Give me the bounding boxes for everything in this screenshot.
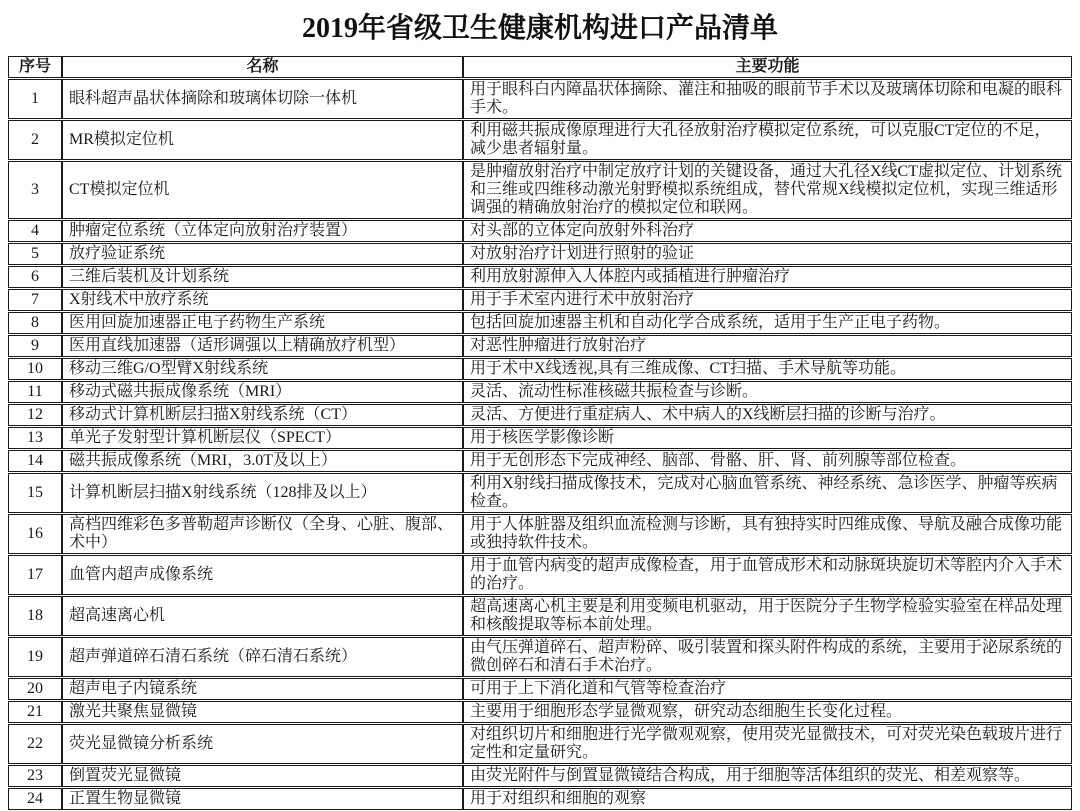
product-function-cell: 用于术中X线透视,具有三维成像、CT扫描、手术导航等功能。 [463, 358, 1072, 380]
row-number-cell: 24 [8, 788, 62, 810]
product-name-cell: 倒置荧光显微镜 [62, 765, 463, 787]
table-row [8, 358, 1072, 380]
header-cell-main-function: 主要功能 [463, 56, 1072, 78]
table-row [8, 266, 1072, 288]
row-number-cell: 21 [8, 701, 62, 723]
header-cell-name: 名称 [62, 56, 463, 78]
product-name-cell: 激光共聚焦显微镜 [62, 701, 463, 723]
product-name-cell: 移动式磁共振成像系统（MRI） [62, 381, 463, 403]
product-function-cell: 对组织切片和细胞进行光学微观观察，使用荧光显微技术，可对荧光染色载玻片进行定性和定量研究。 [463, 724, 1072, 764]
product-function-cell: 包括回旋加速器主机和自动化学合成系统，适用于生产正电子药物。 [463, 312, 1072, 334]
product-name-cell: 正置生物显微镜 [62, 788, 463, 810]
product-name-cell: MR模拟定位机 [62, 120, 463, 160]
row-number-cell: 15 [8, 473, 62, 513]
product-name-cell: 血管内超声成像系统 [62, 555, 463, 595]
product-name-cell: 移动三维G/O型臂X射线系统 [62, 358, 463, 380]
table-row [8, 120, 1072, 160]
product-name-cell: 计算机断层扫描X射线系统（128排及以上） [62, 473, 463, 513]
row-number-cell: 17 [8, 555, 62, 595]
table-row [8, 765, 1072, 787]
product-name-cell: 超声电子内镜系统 [62, 678, 463, 700]
table-row [8, 701, 1072, 723]
row-number-cell: 6 [8, 266, 62, 288]
product-function-cell: 对恶性肿瘤进行放射治疗 [463, 335, 1072, 357]
row-number-cell: 3 [8, 161, 62, 219]
product-function-cell: 利用放射源伸入人体腔内或插植进行肿瘤治疗 [463, 266, 1072, 288]
product-function-cell: 是肿瘤放射治疗中制定放疗计划的关键设备，通过大孔径X线CT虚拟定位、计划系统和三维或四维移动激光射野模拟系统组成，替代常规X线模拟定位机，实现三维适形调强的精确放射治疗的模拟定位和联网。 [463, 161, 1072, 219]
table-header [8, 56, 1072, 78]
product-name-cell: 荧光显微镜分析系统 [62, 724, 463, 764]
row-number-cell: 19 [8, 637, 62, 677]
table-row [8, 678, 1072, 700]
product-name-cell: 移动式计算机断层扫描X射线系统（CT） [62, 404, 463, 426]
product-name-cell: CT模拟定位机 [62, 161, 463, 219]
row-number-cell: 14 [8, 450, 62, 472]
product-function-cell: 用于对组织和细胞的观察 [463, 788, 1072, 810]
product-function-cell: 利用磁共振成像原理进行大孔径放射治疗模拟定位系统，可以克服CT定位的不足，减少患者辐射量。 [463, 120, 1072, 160]
row-number-cell: 2 [8, 120, 62, 160]
row-number-cell: 22 [8, 724, 62, 764]
table-row [8, 514, 1072, 554]
product-name-cell: 高档四维彩色多普勒超声诊断仪（全身、心脏、腹部、术中） [62, 514, 463, 554]
table-row [8, 312, 1072, 334]
table-row [8, 473, 1072, 513]
product-function-cell: 主要用于细胞形态学显微观察，研究动态细胞生长变化过程。 [463, 701, 1072, 723]
row-number-cell: 5 [8, 243, 62, 265]
table-row [8, 289, 1072, 311]
product-name-cell: 医用直线加速器（适形调强以上精确放疗机型） [62, 335, 463, 357]
table-body [8, 79, 1072, 810]
table-row [8, 79, 1072, 119]
product-function-cell: 由气压弹道碎石、超声粉碎、吸引装置和探头附件构成的系统，主要用于泌尿系统的微创碎石和清石手术治疗。 [463, 637, 1072, 677]
product-function-cell: 用于血管内病变的超声成像检查，用于血管成形术和动脉斑块旋切术等腔内介入手术的治疗。 [463, 555, 1072, 595]
header-row [8, 56, 1072, 78]
product-name-cell: 放疗验证系统 [62, 243, 463, 265]
page-title: 2019年省级卫生健康机构进口产品清单 [301, 13, 778, 44]
row-number-cell: 16 [8, 514, 62, 554]
table-row [8, 596, 1072, 636]
product-function-cell: 由荧光附件与倒置显微镜结合构成，用于细胞等活体组织的荧光、相差观察等。 [463, 765, 1072, 787]
row-number-cell: 23 [8, 765, 62, 787]
product-function-cell: 用于人体脏器及组织血流检测与诊断，具有独持实时四维成像、导航及融合成像功能或独持软件技术。 [463, 514, 1072, 554]
table-row [8, 450, 1072, 472]
product-name-cell: 磁共振成像系统（MRI，3.0T及以上） [62, 450, 463, 472]
row-number-cell: 4 [8, 220, 62, 242]
table-row [8, 637, 1072, 677]
row-number-cell: 18 [8, 596, 62, 636]
row-number-cell: 8 [8, 312, 62, 334]
product-function-cell: 利用X射线扫描成像技术，完成对心脑血管系统、神经系统、急诊医学、肿瘤等疾病检查。 [463, 473, 1072, 513]
row-number-cell: 20 [8, 678, 62, 700]
product-name-cell: 眼科超声晶状体摘除和玻璃体切除一体机 [62, 79, 463, 119]
product-name-cell: 超声弹道碎石清石系统（碎石清石系统） [62, 637, 463, 677]
product-function-cell: 灵活、方便进行重症病人、术中病人的X线断层扫描的诊断与治疗。 [463, 404, 1072, 426]
product-function-cell: 灵活、流动性标准核磁共振检查与诊断。 [463, 381, 1072, 403]
product-name-cell: 超高速离心机 [62, 596, 463, 636]
product-name-cell: 三维后装机及计划系统 [62, 266, 463, 288]
product-function-cell: 可用于上下消化道和气管等检查治疗 [463, 678, 1072, 700]
table-row [8, 220, 1072, 242]
product-name-cell: 医用回旋加速器正电子药物生产系统 [62, 312, 463, 334]
row-number-cell: 10 [8, 358, 62, 380]
import-product-table [8, 55, 1072, 811]
table-row [8, 161, 1072, 219]
table-row [8, 724, 1072, 764]
row-number-cell: 12 [8, 404, 62, 426]
product-name-cell: 肿瘤定位系统（立体定向放射治疗装置） [62, 220, 463, 242]
product-name-cell: 单光子发射型计算机断层仪（SPECT） [62, 427, 463, 449]
product-name-cell: X射线术中放疗系统 [62, 289, 463, 311]
product-function-cell: 用于眼科白内障晶状体摘除、灌注和抽吸的眼前节手术以及玻璃体切除和电凝的眼科手术。 [463, 79, 1072, 119]
product-function-cell: 对头部的立体定向放射外科治疗 [463, 220, 1072, 242]
row-number-cell: 7 [8, 289, 62, 311]
product-function-cell: 用于无创形态下完成神经、脑部、骨骼、肝、肾、前列腺等部位检查。 [463, 450, 1072, 472]
product-function-cell: 超高速离心机主要是利用变频电机驱动，用于医院分子生物学检验实验室在样品处理和核酸提取等标本前处理。 [463, 596, 1072, 636]
row-number-cell: 13 [8, 427, 62, 449]
product-function-cell: 用于核医学影像诊断 [463, 427, 1072, 449]
table-row [8, 404, 1072, 426]
header-cell-no: 序号 [8, 56, 62, 78]
table-row [8, 335, 1072, 357]
table-row [8, 788, 1072, 810]
table-row [8, 381, 1072, 403]
product-function-cell: 对放射治疗计划进行照射的验证 [463, 243, 1072, 265]
table-row [8, 243, 1072, 265]
product-function-cell: 用于手术室内进行术中放射治疗 [463, 289, 1072, 311]
row-number-cell: 11 [8, 381, 62, 403]
table-row [8, 555, 1072, 595]
row-number-cell: 9 [8, 335, 62, 357]
table-row [8, 427, 1072, 449]
row-number-cell: 1 [8, 79, 62, 119]
